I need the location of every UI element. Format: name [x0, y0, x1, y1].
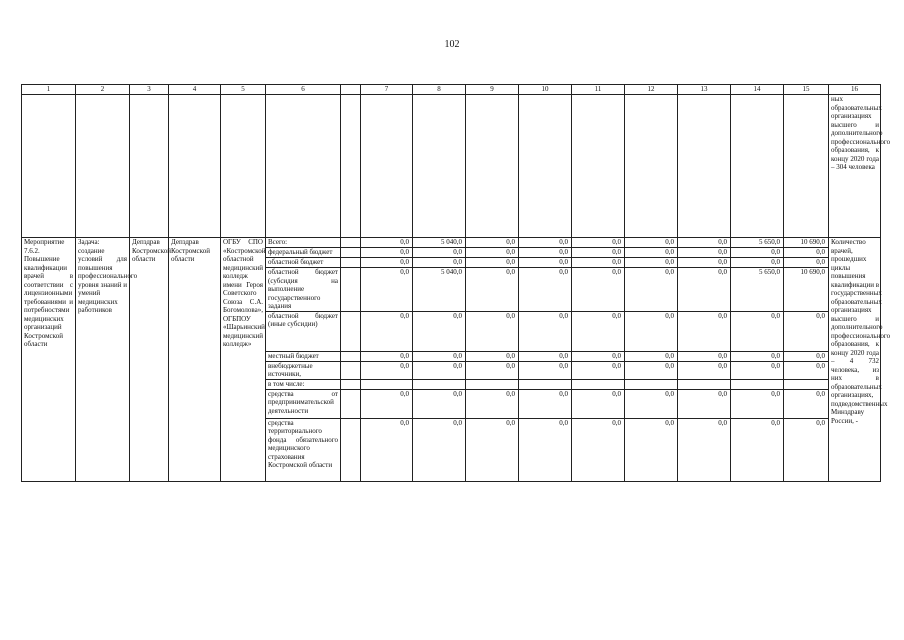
- value-col-8: 5 040,0: [413, 268, 466, 312]
- value-col-10: 0,0: [519, 258, 572, 268]
- carryover-col16: ных образовательных организациях высшего и дополнительного профессионального образования, к концу 2020 года – 304 человека: [829, 95, 881, 238]
- header-col-4: 4: [169, 85, 221, 95]
- value-col-9: 0,0: [466, 418, 519, 481]
- header-col-9: 8: [413, 85, 466, 95]
- value-col-9: 0,0: [466, 351, 519, 361]
- value-col-8: 0,0: [413, 258, 466, 268]
- value-col-13: 0,0: [678, 351, 731, 361]
- value-col-11: 0,0: [572, 418, 625, 481]
- carryover-empty-cell: [266, 95, 341, 238]
- header-col-5: 5: [221, 85, 266, 95]
- funding-source: средства от предпринимательской деятельности: [266, 389, 341, 418]
- value-col-7: 0,0: [361, 248, 413, 258]
- value-col-12: 0,0: [625, 268, 678, 312]
- value-col-10: 0,0: [519, 351, 572, 361]
- value-col-9: 0,0: [466, 361, 519, 379]
- value-col-11: [572, 379, 625, 389]
- value-col-14: [731, 379, 784, 389]
- carryover-empty-cell: [784, 95, 829, 238]
- funding-row: [22, 238, 881, 248]
- carryover-empty-cell: [572, 95, 625, 238]
- programme-table-frame: [21, 84, 891, 572]
- spacer-cell: [341, 311, 361, 351]
- value-col-12: 0,0: [625, 361, 678, 379]
- page-number: 102: [444, 39, 460, 50]
- value-col-11: 0,0: [572, 311, 625, 351]
- header-col-13: 12: [625, 85, 678, 95]
- value-col-10: [519, 379, 572, 389]
- value-col-15: 0,0: [784, 361, 829, 379]
- value-col-7: 0,0: [361, 258, 413, 268]
- value-col-14: 0,0: [731, 248, 784, 258]
- value-col-8: 0,0: [413, 351, 466, 361]
- value-col-9: [466, 379, 519, 389]
- value-col-14: 0,0: [731, 361, 784, 379]
- carryover-empty-cell: [678, 95, 731, 238]
- value-col-13: 0,0: [678, 389, 731, 418]
- carryover-empty-cell: [519, 95, 572, 238]
- value-col-13: 0,0: [678, 311, 731, 351]
- value-col-14: 0,0: [731, 351, 784, 361]
- carryover-empty-cell: [169, 95, 221, 238]
- header-col-6: 6: [266, 85, 341, 95]
- value-col-11: 0,0: [572, 248, 625, 258]
- value-col-13: 0,0: [678, 258, 731, 268]
- funding-source: в том числе:: [266, 379, 341, 389]
- value-col-15: 0,0: [784, 351, 829, 361]
- value-col-13: 0,0: [678, 268, 731, 312]
- carryover-empty-cell: [76, 95, 130, 238]
- value-col-9: 0,0: [466, 311, 519, 351]
- funding-source: Всего:: [266, 238, 341, 248]
- value-col-7: 0,0: [361, 389, 413, 418]
- value-col-15: 10 690,0: [784, 238, 829, 248]
- programme-table: [21, 84, 891, 482]
- carryover-empty-cell: [466, 95, 519, 238]
- spacer-cell: [341, 361, 361, 379]
- value-col-15: 10 690,0: [784, 268, 829, 312]
- value-col-12: 0,0: [625, 418, 678, 481]
- value-col-11: 0,0: [572, 351, 625, 361]
- carryover-empty-cell: [625, 95, 678, 238]
- value-col-13: 0,0: [678, 418, 731, 481]
- value-col-15: 0,0: [784, 248, 829, 258]
- value-col-15: 0,0: [784, 258, 829, 268]
- value-col-13: 0,0: [678, 238, 731, 248]
- value-col-9: 0,0: [466, 258, 519, 268]
- header-col-8: 7: [361, 85, 413, 95]
- carryover-empty-cell: [130, 95, 169, 238]
- header-col-2: 2: [76, 85, 130, 95]
- header-col-7: [341, 85, 361, 95]
- value-col-12: 0,0: [625, 311, 678, 351]
- value-col-11: 0,0: [572, 238, 625, 248]
- spacer-cell: [341, 268, 361, 312]
- value-col-9: 0,0: [466, 389, 519, 418]
- value-col-15: [784, 379, 829, 389]
- value-col-8: 0,0: [413, 361, 466, 379]
- funding-source: федеральный бюджет: [266, 248, 341, 258]
- value-col-14: 5 650,0: [731, 238, 784, 248]
- value-col-8: 0,0: [413, 418, 466, 481]
- carryover-empty-cell: [341, 95, 361, 238]
- value-col-7: [361, 379, 413, 389]
- value-col-12: 0,0: [625, 258, 678, 268]
- value-col-10: 0,0: [519, 311, 572, 351]
- value-col-14: 5 650,0: [731, 268, 784, 312]
- funding-source: областной бюджет (иные субсидии): [266, 311, 341, 351]
- value-col-14: 0,0: [731, 311, 784, 351]
- funding-source: областной бюджет: [266, 258, 341, 268]
- value-col-10: 0,0: [519, 418, 572, 481]
- value-col-10: 0,0: [519, 248, 572, 258]
- value-col-9: 0,0: [466, 238, 519, 248]
- measure-col3: Депздрав Костромской области: [130, 238, 169, 482]
- value-col-7: 0,0: [361, 361, 413, 379]
- header-col-3: 3: [130, 85, 169, 95]
- carryover-empty-cell: [22, 95, 76, 238]
- value-col-10: 0,0: [519, 268, 572, 312]
- value-col-10: 0,0: [519, 238, 572, 248]
- value-col-10: 0,0: [519, 389, 572, 418]
- spacer-cell: [341, 248, 361, 258]
- measure-col16: Количество врачей, прошедших циклы повышения квалификации в государственных образовательных организациях высшего и дополнительного профессионального образования, к концу 2020 года – 4 732 человека, из них в образовательных организациях, подведомственных Минздраву России, -: [829, 238, 881, 482]
- value-col-15: 0,0: [784, 311, 829, 351]
- value-col-11: 0,0: [572, 389, 625, 418]
- value-col-8: 0,0: [413, 248, 466, 258]
- value-col-8: 5 040,0: [413, 238, 466, 248]
- value-col-7: 0,0: [361, 238, 413, 248]
- spacer-cell: [341, 258, 361, 268]
- value-col-11: 0,0: [572, 258, 625, 268]
- spacer-cell: [341, 389, 361, 418]
- value-col-7: 0,0: [361, 268, 413, 312]
- spacer-cell: [341, 238, 361, 248]
- value-col-13: 0,0: [678, 248, 731, 258]
- header-row: [22, 85, 881, 95]
- header-col-10: 9: [466, 85, 519, 95]
- value-col-7: 0,0: [361, 418, 413, 481]
- value-col-12: 0,0: [625, 351, 678, 361]
- header-col-1: 1: [22, 85, 76, 95]
- value-col-11: 0,0: [572, 268, 625, 312]
- carryover-row: [22, 95, 881, 238]
- value-col-11: 0,0: [572, 361, 625, 379]
- value-col-14: 0,0: [731, 418, 784, 481]
- funding-source: средства территориального фонда обязательного медицинского страхования Костромской области: [266, 418, 341, 481]
- value-col-14: 0,0: [731, 258, 784, 268]
- value-col-7: 0,0: [361, 351, 413, 361]
- value-col-12: 0,0: [625, 238, 678, 248]
- carryover-empty-cell: [731, 95, 784, 238]
- spacer-cell: [341, 379, 361, 389]
- funding-source: областной бюджет (субсидия на выполнение государственного задания: [266, 268, 341, 312]
- value-col-10: 0,0: [519, 361, 572, 379]
- value-col-12: 0,0: [625, 248, 678, 258]
- measure-col4: Депздрав Костромской области: [169, 238, 221, 482]
- value-col-8: 0,0: [413, 389, 466, 418]
- spacer-cell: [341, 351, 361, 361]
- measure-col2: Задача: создание условий для повышения профессионального уровня знаний и умений медицинских работников: [76, 238, 130, 482]
- value-col-14: 0,0: [731, 389, 784, 418]
- value-col-7: 0,0: [361, 311, 413, 351]
- header-col-16: 15: [784, 85, 829, 95]
- value-col-8: [413, 379, 466, 389]
- value-col-9: 0,0: [466, 248, 519, 258]
- funding-source: внебюджетные источники,: [266, 361, 341, 379]
- spacer-cell: [341, 418, 361, 481]
- value-col-12: [625, 379, 678, 389]
- header-col-15: 14: [731, 85, 784, 95]
- value-col-13: 0,0: [678, 361, 731, 379]
- measure-col5: ОГБУ СПО «Костромской областной медицинский колледж имени Героя Советского Союза С.А. Богомолова», ОГБПОУ «Шарьинский медицинский колледж»: [221, 238, 266, 482]
- value-col-15: 0,0: [784, 389, 829, 418]
- measure-col1: Мероприятие 7.6.2. Повышение квалификации врачей в соответствии с лицензионными требованиями и потребностями медицинских организаций Костромской области: [22, 238, 76, 482]
- header-col-14: 13: [678, 85, 731, 95]
- carryover-empty-cell: [361, 95, 413, 238]
- header-col-12: 11: [572, 85, 625, 95]
- funding-source: местный бюджет: [266, 351, 341, 361]
- value-col-12: 0,0: [625, 389, 678, 418]
- value-col-8: 0,0: [413, 311, 466, 351]
- value-col-13: [678, 379, 731, 389]
- value-col-15: 0,0: [784, 418, 829, 481]
- header-col-17: 16: [829, 85, 881, 95]
- header-col-11: 10: [519, 85, 572, 95]
- carryover-empty-cell: [413, 95, 466, 238]
- value-col-9: 0,0: [466, 268, 519, 312]
- carryover-empty-cell: [221, 95, 266, 238]
